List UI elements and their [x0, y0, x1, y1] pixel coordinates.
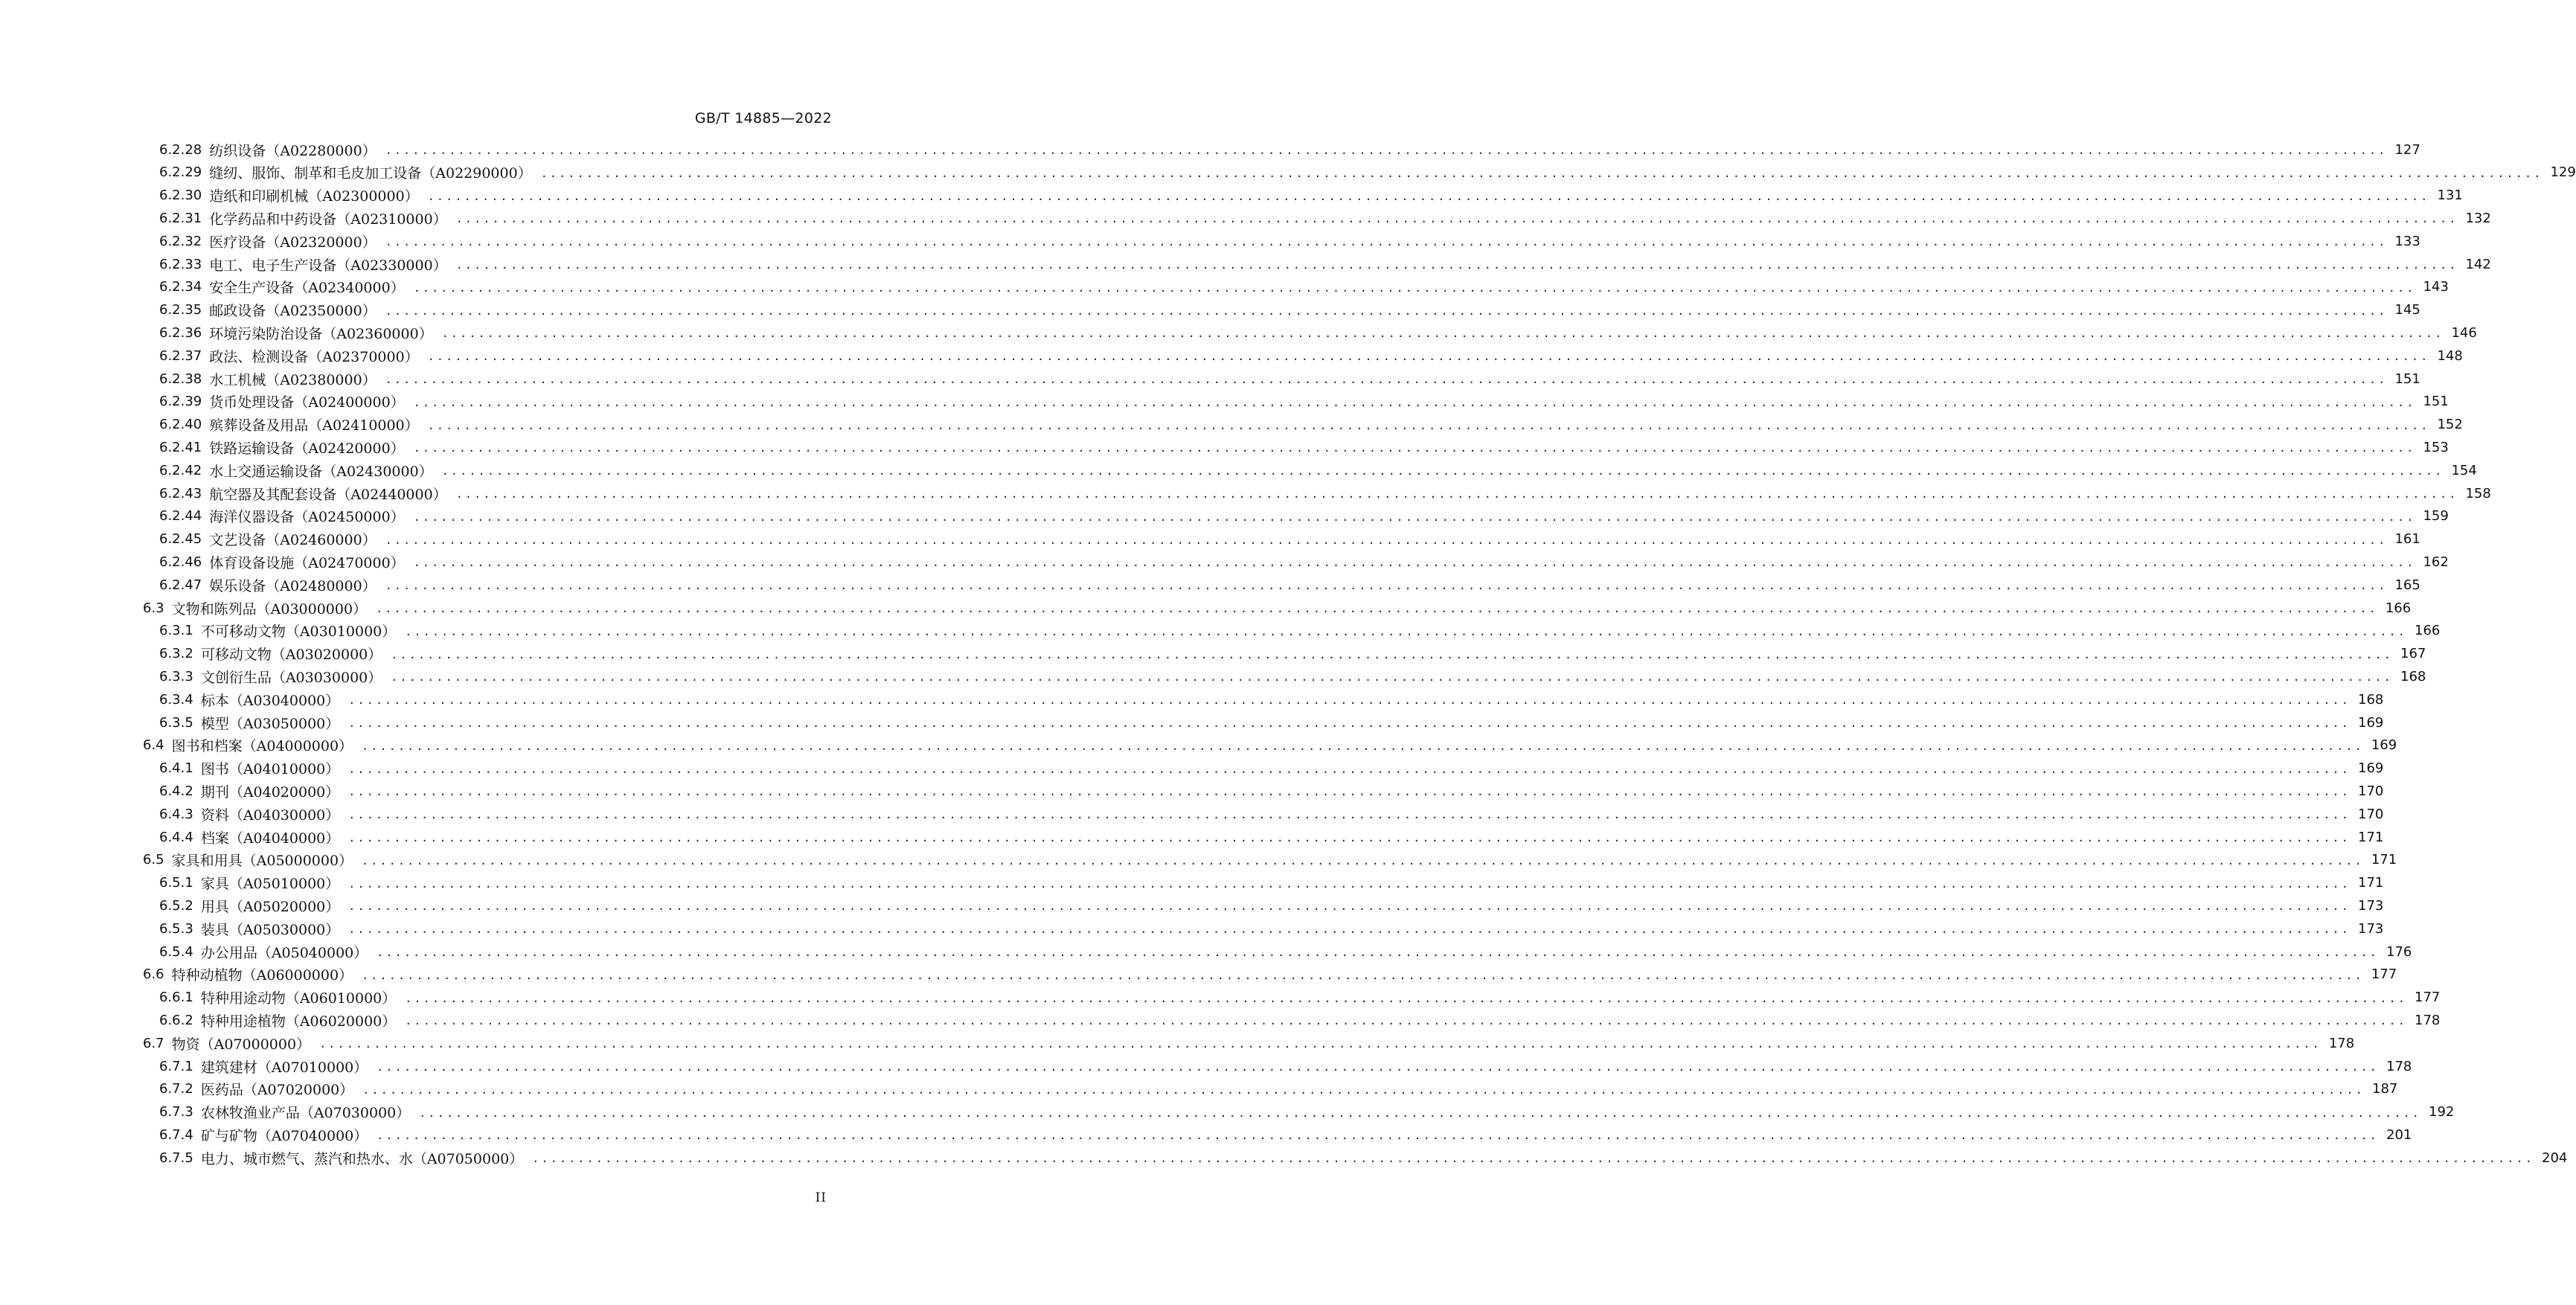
toc-entry-title: 图书（A04010000） — [200, 761, 340, 778]
toc-dot-leader: ............................................................................................................................................................................................................................ — [348, 900, 2351, 914]
toc-dot-leader: ............................................................................................................................................................................................................................ — [413, 441, 2416, 455]
toc-entry[interactable] — [159, 896, 2384, 915]
toc-entry-title: 用具（A05020000） — [200, 898, 340, 915]
toc-entry-title: 可移动文物（A03020000） — [200, 647, 382, 664]
toc-entry-page: 201 — [2386, 1126, 2412, 1143]
toc-entry-title: 缝纫、服饰、制革和毛皮加工设备（A02290000） — [209, 165, 532, 182]
toc-entry[interactable] — [159, 575, 2420, 594]
toc-entry-number: 6.2.28 — [159, 141, 202, 158]
toc-entry-title: 货币处理设备（A02400000） — [209, 394, 405, 411]
toc-dot-leader: ............................................................................................................................................................................................................................ — [348, 831, 2351, 844]
toc-entry[interactable] — [159, 437, 2449, 457]
toc-dot-leader: ............................................................................................................................................................................................................................ — [362, 853, 2364, 868]
toc-entry-number: 6.7.5 — [159, 1150, 193, 1166]
toc-entry[interactable] — [159, 1148, 2568, 1167]
toc-entry-number: 6.4.2 — [159, 783, 193, 799]
toc-entry-title: 档案（A04040000） — [200, 830, 340, 847]
toc-dot-leader: ............................................................................................................................................................................................................................ — [413, 510, 2416, 524]
toc-entry-number: 6.5.4 — [159, 943, 193, 960]
toc-entry[interactable] — [159, 1103, 2455, 1122]
toc-entry-number: 6.2.44 — [159, 508, 202, 525]
toc-entry-page: 178 — [2386, 1058, 2412, 1074]
toc-entry[interactable] — [159, 186, 2463, 205]
toc-entry-number: 6.5.2 — [159, 897, 193, 914]
toc-entry-number: 6.2.35 — [159, 302, 202, 318]
toc-dot-leader: ............................................................................................................................................................................................................................ — [362, 1083, 2365, 1097]
toc-entry-title: 不可移动文物（A03010000） — [200, 623, 397, 641]
toc-entry-page: 142 — [2465, 256, 2491, 272]
toc-entry-title: 电工、电子生产设备（A02330000） — [209, 257, 447, 274]
toc-entry-number: 6.2.38 — [159, 371, 202, 387]
toc-dot-leader: ............................................................................................................................................................................................................................ — [413, 556, 2416, 570]
toc-entry[interactable] — [159, 621, 2441, 641]
toc-entry-title: 文物和陈列品（A03000000） — [171, 600, 368, 618]
toc-entry-page: 171 — [2358, 829, 2384, 845]
toc-entry-number: 6.2.47 — [159, 577, 202, 593]
toc-entry[interactable] — [159, 1080, 2398, 1099]
toc-dot-leader: ............................................................................................................................................................................................................................ — [348, 876, 2351, 891]
toc-entry[interactable] — [143, 1033, 2355, 1053]
toc-entry-title: 图书和档案（A04000000） — [171, 738, 353, 755]
toc-entry[interactable] — [159, 254, 2491, 274]
toc-entry-title: 海洋仪器设备（A02450000） — [209, 509, 405, 526]
toc-entry-title: 纺织设备（A02280000） — [209, 142, 377, 159]
toc-dot-leader: ............................................................................................................................................................................................................................ — [540, 166, 2543, 180]
toc-entry[interactable] — [143, 850, 2397, 870]
toc-dot-leader: ............................................................................................................................................................................................................................ — [419, 1106, 2422, 1120]
toc-entry-number: 6.2.33 — [159, 256, 202, 272]
toc-entry-number: 6.3.1 — [159, 623, 193, 639]
toc-entry-number: 6.7 — [143, 1035, 164, 1051]
toc-entry-page: 166 — [2385, 600, 2412, 616]
toc-entry-page: 158 — [2465, 485, 2491, 501]
toc-entry-number: 6.5 — [143, 852, 164, 868]
toc-entry-number: 6.4 — [143, 737, 164, 754]
toc-entry[interactable] — [159, 278, 2449, 297]
toc-entry-number: 6.6 — [143, 966, 164, 983]
toc-entry[interactable] — [159, 461, 2477, 480]
toc-entry-number: 6.7.3 — [159, 1104, 193, 1120]
toc-entry-page: 171 — [2358, 875, 2384, 891]
toc-dot-leader: ............................................................................................................................................................................................................................ — [455, 212, 2458, 226]
toc-entry-page: 129 — [2550, 164, 2576, 181]
toc-entry-number: 6.5.1 — [159, 875, 193, 891]
toc-entry-title: 水工机械（A02380000） — [209, 371, 377, 388]
toc-dot-leader: ............................................................................................................................................................................................................................ — [362, 739, 2364, 753]
toc-dot-leader: ............................................................................................................................................................................................................................ — [427, 350, 2430, 364]
toc-entry-title: 文创衍生品（A03030000） — [200, 669, 382, 686]
toc-dot-leader: ............................................................................................................................................................................................................................ — [385, 533, 2388, 547]
toc-dot-leader: ............................................................................................................................................................................................................................ — [377, 1129, 2380, 1143]
toc-entry-page: 177 — [2415, 990, 2441, 1006]
toc-entry-number: 6.2.43 — [159, 485, 202, 501]
toc-entry-title: 医疗设备（A02320000） — [209, 234, 377, 251]
toc-entry-page: 169 — [2371, 737, 2397, 754]
toc-entry-page: 178 — [2415, 1012, 2441, 1028]
toc-entry-title: 办公用品（A05040000） — [200, 944, 368, 961]
toc-entry-page: 127 — [2394, 141, 2420, 158]
toc-entry-number: 6.2.34 — [159, 279, 202, 295]
toc-dot-leader: ............................................................................................................................................................................................................................ — [427, 418, 2430, 432]
toc-entry-page: 151 — [2423, 394, 2449, 410]
toc-entry-number: 6.2.46 — [159, 554, 202, 570]
toc-dot-leader: ............................................................................................................................................................................................................................ — [348, 923, 2351, 937]
toc-entry-title: 化学药品和中药设备（A02310000） — [209, 211, 447, 228]
toc-entry-page: 159 — [2423, 508, 2449, 525]
toc-entry-page: 162 — [2423, 554, 2449, 570]
toc-entry-number: 6.2.37 — [159, 347, 202, 364]
toc-dot-leader: ............................................................................................................................................................................................................................ — [348, 762, 2351, 776]
toc-entry[interactable] — [159, 690, 2384, 709]
toc-entry-page: 133 — [2394, 233, 2420, 249]
toc-entry-title: 水上交通运输设备（A02430000） — [209, 463, 433, 480]
toc-entry-number: 6.2.32 — [159, 233, 202, 249]
toc-entry-page: 165 — [2394, 577, 2420, 593]
toc-entry-page: 178 — [2328, 1035, 2355, 1051]
toc-dot-leader: ............................................................................................................................................................................................................................ — [455, 487, 2458, 501]
toc-entry-title: 模型（A03050000） — [200, 715, 340, 732]
toc-entry[interactable] — [159, 140, 2420, 159]
toc-entry-page: 166 — [2415, 623, 2441, 639]
toc-entry-number: 6.2.30 — [159, 187, 202, 204]
toc-entry[interactable] — [159, 552, 2449, 571]
toc-entry-page: 167 — [2400, 646, 2426, 662]
toc-entry-title: 家具（A05010000） — [200, 876, 340, 893]
toc-entry-title: 标本（A03040000） — [200, 692, 340, 709]
toc-entry[interactable] — [159, 1010, 2441, 1030]
toc-dot-leader: ............................................................................................................................................................................................................................ — [385, 373, 2388, 386]
toc-entry-title: 安全生产设备（A02340000） — [209, 280, 405, 297]
toc-entry-page: 131 — [2437, 187, 2463, 204]
toc-entry-title: 矿与矿物（A07040000） — [200, 1127, 368, 1144]
toc-dot-leader: ............................................................................................................................................................................................................................ — [441, 327, 2444, 341]
toc-entry[interactable] — [159, 231, 2420, 251]
toc-entry-title: 农林牧渔业产品（A07030000） — [200, 1105, 411, 1122]
toc-entry-page: 170 — [2358, 806, 2384, 822]
toc-entry[interactable] — [159, 163, 2576, 182]
toc-entry-page: 154 — [2451, 462, 2477, 478]
toc-entry[interactable] — [159, 530, 2420, 549]
toc-entry-number: 6.2.45 — [159, 531, 202, 548]
toc-entry-title: 建筑建材（A07010000） — [200, 1059, 368, 1076]
toc-dot-leader: ............................................................................................................................................................................................................................ — [405, 991, 2408, 1005]
toc-entry-number: 6.4.3 — [159, 806, 193, 822]
toc-entry-page: 176 — [2386, 943, 2412, 960]
toc-dot-leader: ............................................................................................................................................................................................................................ — [362, 968, 2364, 982]
toc-entry-number: 6.2.42 — [159, 462, 202, 478]
toc-dot-leader: ............................................................................................................................................................................................................................ — [455, 258, 2458, 272]
toc-dot-leader: ............................................................................................................................................................................................................................ — [385, 144, 2388, 157]
toc-entry-page: 143 — [2423, 279, 2449, 295]
toc-entry[interactable] — [159, 415, 2463, 435]
toc-dot-leader: ............................................................................................................................................................................................................................ — [427, 189, 2430, 203]
toc-dot-leader: ............................................................................................................................................................................................................................ — [348, 785, 2351, 799]
toc-entry-title: 资料（A04030000） — [200, 807, 340, 824]
toc-entry-number: 6.2.40 — [159, 417, 202, 433]
toc-dot-leader: ............................................................................................................................................................................................................................ — [405, 1014, 2408, 1028]
toc-entry-title: 娱乐设备（A02480000） — [209, 577, 377, 594]
toc-entry-title: 特种用途动物（A06010000） — [200, 990, 397, 1007]
toc-entry-page: 187 — [2372, 1081, 2398, 1097]
toc-entry[interactable] — [159, 323, 2477, 342]
toc-entry-title: 文艺设备（A02460000） — [209, 532, 377, 549]
toc-entry-page: 169 — [2358, 760, 2384, 777]
toc-entry-title: 物资（A07000000） — [171, 1036, 311, 1053]
toc-entry-page: 177 — [2371, 966, 2397, 983]
toc-entry-number: 6.2.36 — [159, 324, 202, 341]
toc-dot-leader: ............................................................................................................................................................................................................................ — [376, 602, 2378, 615]
toc-entry-number: 6.4.1 — [159, 760, 193, 777]
toc-entry-page: 148 — [2437, 347, 2463, 364]
toc-entry-title: 铁路运输设备（A02420000） — [209, 440, 405, 457]
toc-entry-number: 6.6.1 — [159, 990, 193, 1006]
toc-entry-number: 6.3.4 — [159, 691, 193, 708]
toc-dot-leader: ............................................................................................................................................................................................................................ — [391, 647, 2394, 661]
toc-entry[interactable] — [159, 392, 2449, 411]
toc-entry[interactable] — [159, 301, 2420, 320]
toc-entry-title: 造纸和印刷机械（A02300000） — [209, 188, 419, 205]
toc-dot-leader: ............................................................................................................................................................................................................................ — [405, 624, 2408, 638]
toc-entry[interactable] — [159, 713, 2384, 732]
toc-entry[interactable] — [159, 346, 2463, 365]
toc-entry-page: 204 — [2542, 1150, 2568, 1166]
toc-entry-page: 171 — [2371, 852, 2397, 868]
toc-entry-title: 电力、城市燃气、蒸汽和热水、水（A07050000） — [200, 1150, 524, 1167]
toc-entry-page: 168 — [2358, 691, 2384, 708]
toc-entry[interactable] — [159, 484, 2491, 503]
toc-entry-number: 6.6.2 — [159, 1012, 193, 1028]
toc-entry-number: 6.7.2 — [159, 1081, 193, 1097]
toc-entry-title: 医药品（A07020000） — [200, 1082, 354, 1099]
toc-entry[interactable] — [159, 369, 2420, 388]
toc-entry-page: 161 — [2394, 531, 2420, 548]
toc-entry[interactable] — [159, 873, 2384, 893]
toc-dot-leader: ............................................................................................................................................................................................................................ — [532, 1152, 2535, 1166]
toc-entry-page: 173 — [2358, 897, 2384, 914]
toc-entry[interactable] — [159, 1056, 2412, 1076]
toc-dot-leader: ............................................................................................................................................................................................................................ — [413, 280, 2416, 295]
toc-entry-title: 期刊（A04020000） — [200, 783, 340, 801]
toc-entry-title: 体育设备设施（A02470000） — [209, 554, 405, 571]
toc-entry[interactable] — [159, 781, 2384, 801]
toc-entry-page: 151 — [2394, 371, 2420, 387]
toc-entry-title: 家具和用具（A05000000） — [171, 853, 353, 870]
toc-entry-number: 6.2.39 — [159, 394, 202, 410]
toc-entry[interactable] — [159, 759, 2384, 778]
toc-entry-number: 6.3.5 — [159, 714, 193, 731]
toc-entry[interactable] — [159, 942, 2412, 961]
toc-dot-leader: ............................................................................................................................................................................................................................ — [348, 808, 2351, 822]
toc-entry-title: 政法、检测设备（A02370000） — [209, 348, 419, 365]
toc-dot-leader: ............................................................................................................................................................................................................................ — [413, 395, 2416, 409]
toc-entry-title: 环境污染防治设备（A02360000） — [209, 325, 433, 342]
toc-dot-leader: ............................................................................................................................................................................................................................ — [385, 579, 2388, 593]
toc-dot-leader: ............................................................................................................................................................................................................................ — [348, 716, 2351, 730]
toc-entry[interactable] — [159, 1125, 2412, 1144]
toc-dot-leader: ............................................................................................................................................................................................................................ — [348, 693, 2351, 708]
toc-entry-number: 6.2.41 — [159, 439, 202, 455]
toc-entry-title: 特种动植物（A06000000） — [171, 967, 353, 984]
toc-entry[interactable] — [159, 208, 2491, 228]
toc-entry-number: 6.3 — [143, 600, 164, 616]
toc-entry-title: 邮政设备（A02350000） — [209, 303, 377, 320]
toc-entry-title: 特种用途植物（A06020000） — [200, 1013, 397, 1030]
toc-dot-leader: ............................................................................................................................................................................................................................ — [385, 304, 2388, 318]
toc-entry-number: 6.2.29 — [159, 164, 202, 181]
toc-entry[interactable] — [159, 507, 2449, 526]
toc-entry-title: 装具（A05030000） — [200, 921, 340, 938]
page-number: II — [815, 1190, 827, 1205]
toc-entry-page: 168 — [2400, 668, 2426, 684]
toc-dot-leader: ............................................................................................................................................................................................................................ — [385, 235, 2388, 249]
toc-entry-page: 152 — [2437, 417, 2463, 433]
toc-entry-page: 146 — [2451, 324, 2477, 341]
toc-entry-number: 6.4.4 — [159, 829, 193, 845]
toc-entry-number: 6.7.1 — [159, 1058, 193, 1074]
toc-entry-number: 6.3.2 — [159, 646, 193, 662]
toc-entry-number: 6.5.3 — [159, 920, 193, 937]
toc-entry-title: 航空器及其配套设备（A02440000） — [209, 486, 447, 503]
toc-entry-number: 6.7.4 — [159, 1126, 193, 1143]
toc-entry-page: 173 — [2358, 920, 2384, 937]
toc-dot-leader: ............................................................................................................................................................................................................................ — [377, 1060, 2380, 1074]
toc-entry[interactable] — [143, 598, 2412, 618]
toc-entry[interactable] — [159, 827, 2384, 847]
toc-entry-title: 殡葬设备及用品（A02410000） — [209, 417, 419, 435]
toc-entry-page: 170 — [2358, 783, 2384, 799]
toc-entry-page: 169 — [2358, 714, 2384, 731]
toc-entry[interactable] — [159, 804, 2384, 824]
toc-entry[interactable] — [159, 644, 2426, 664]
toc-dot-leader: ............................................................................................................................................................................................................................ — [319, 1037, 2322, 1051]
toc-entry-number: 6.2.31 — [159, 210, 202, 226]
document-code-header: GB/T 14885—2022 — [694, 110, 832, 126]
toc-entry[interactable] — [159, 919, 2384, 938]
toc-entry-page: 145 — [2394, 302, 2420, 318]
toc-entry[interactable] — [159, 667, 2426, 686]
toc-dot-leader: ............................................................................................................................................................................................................................ — [441, 464, 2444, 478]
toc-entry[interactable] — [159, 988, 2441, 1007]
toc-entry-page: 153 — [2423, 439, 2449, 455]
toc-entry-page: 192 — [2429, 1104, 2455, 1120]
toc-entry[interactable] — [143, 736, 2397, 755]
toc-dot-leader: ............................................................................................................................................................................................................................ — [391, 670, 2394, 684]
toc-dot-leader: ............................................................................................................................................................................................................................ — [377, 946, 2380, 959]
toc-entry-page: 132 — [2465, 210, 2491, 226]
toc-entry[interactable] — [143, 965, 2397, 984]
toc-entry-number: 6.3.3 — [159, 668, 193, 684]
